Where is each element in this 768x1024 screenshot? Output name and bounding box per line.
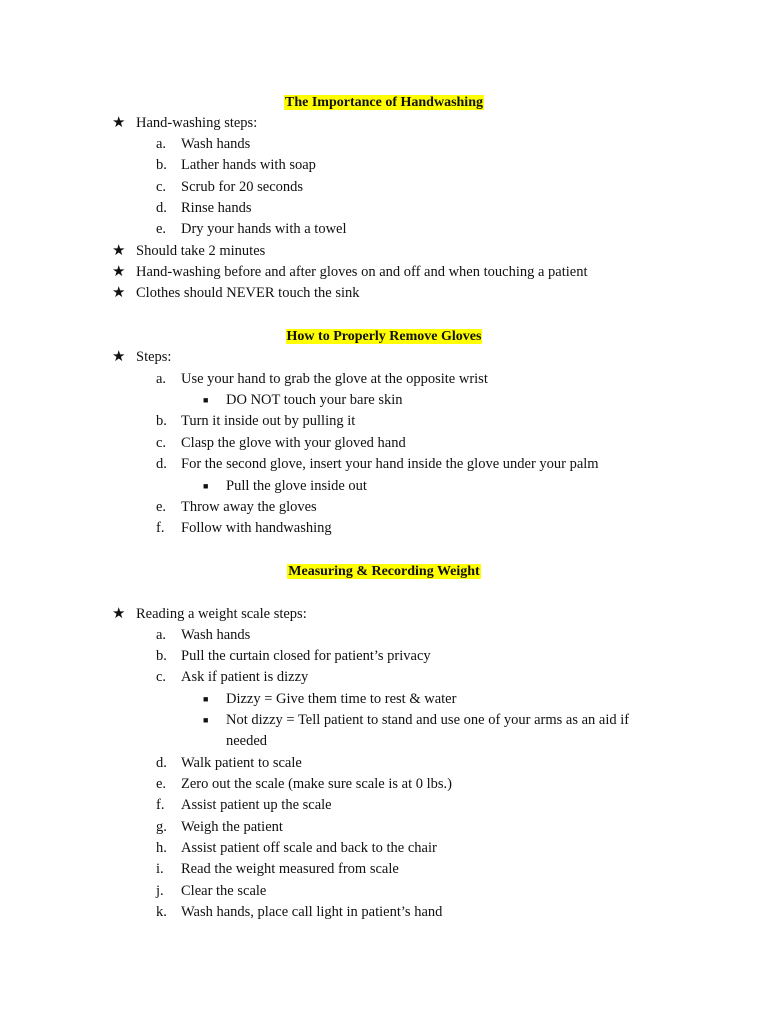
- sub-step-text: DO NOT touch your bare skin: [226, 392, 403, 408]
- step-item: [0, 902, 768, 923]
- sub-step-text: needed: [226, 733, 268, 749]
- step-item: [0, 411, 768, 432]
- sub-step-continuation: [0, 731, 768, 752]
- step-item: [0, 518, 768, 539]
- step-letter: a.: [156, 371, 167, 387]
- step-letter: d.: [156, 456, 167, 472]
- step-item: [0, 497, 768, 518]
- bullet-item: [0, 241, 768, 262]
- step-letter: k.: [156, 904, 167, 920]
- step-text: Assist patient off scale and back to the chair: [181, 840, 437, 856]
- step-letter: c.: [156, 435, 167, 451]
- step-text: Wash hands: [181, 136, 251, 152]
- sub-step-item: [0, 710, 768, 731]
- bullet-text: Hand-washing before and after gloves on and off and when touching a patient: [136, 264, 588, 280]
- step-letter: j.: [156, 883, 164, 899]
- step-text: Wash hands: [181, 627, 251, 643]
- step-text: Rinse hands: [181, 200, 252, 216]
- step-letter: b.: [156, 157, 167, 173]
- bullet-text: Should take 2 minutes: [136, 243, 266, 259]
- bullet-item: [0, 347, 768, 368]
- step-item: [0, 198, 768, 219]
- step-item: [0, 155, 768, 176]
- step-letter: c.: [156, 179, 167, 195]
- step-text: Read the weight measured from scale: [181, 861, 399, 877]
- square-bullet-icon: ■: [203, 481, 209, 491]
- step-item: [0, 646, 768, 667]
- step-letter: e.: [156, 499, 167, 515]
- star-bullet-icon: ★: [112, 606, 126, 622]
- step-item: [0, 625, 768, 646]
- step-text: Turn it inside out by pulling it: [181, 413, 356, 429]
- star-bullet-icon: ★: [112, 349, 126, 365]
- step-letter: e.: [156, 221, 167, 237]
- step-text: Use your hand to grab the glove at the opposite wrist: [181, 371, 488, 387]
- heading-weight: Measuring & Recording Weight: [288, 564, 480, 579]
- step-text: Ask if patient is dizzy: [181, 669, 309, 685]
- bullet-text: Reading a weight scale steps:: [136, 606, 307, 622]
- step-letter: d.: [156, 755, 167, 771]
- step-letter: g.: [156, 819, 167, 835]
- step-letter: d.: [156, 200, 167, 216]
- step-item: [0, 817, 768, 838]
- step-text: For the second glove, insert your hand inside the glove under your palm: [181, 456, 599, 472]
- step-letter: e.: [156, 776, 167, 792]
- step-item: [0, 177, 768, 198]
- step-letter: c.: [156, 669, 167, 685]
- star-bullet-icon: ★: [112, 115, 126, 131]
- step-text: Zero out the scale (make sure scale is at 0 lbs.): [181, 776, 452, 792]
- step-item: [0, 433, 768, 454]
- step-item: [0, 134, 768, 155]
- step-text: Lather hands with soap: [181, 157, 316, 173]
- step-item: [0, 369, 768, 390]
- sub-step-text: Dizzy = Give them time to rest & water: [226, 691, 457, 707]
- star-bullet-icon: ★: [112, 243, 126, 259]
- step-letter: a.: [156, 627, 167, 643]
- bullet-text: Clothes should NEVER touch the sink: [136, 285, 360, 301]
- step-item: [0, 795, 768, 816]
- step-item: [0, 881, 768, 902]
- section-heading: [0, 326, 768, 347]
- square-bullet-icon: ■: [203, 715, 209, 725]
- step-text: Clear the scale: [181, 883, 267, 899]
- section-heading: [0, 561, 768, 582]
- star-bullet-icon: ★: [112, 264, 126, 280]
- sub-step-text: Pull the glove inside out: [226, 478, 367, 494]
- step-text: Dry your hands with a towel: [181, 221, 347, 237]
- step-item: [0, 219, 768, 240]
- sub-step-item: [0, 390, 768, 411]
- step-item: [0, 454, 768, 475]
- square-bullet-icon: ■: [203, 694, 209, 704]
- step-item: [0, 667, 768, 688]
- section-heading: [0, 92, 768, 113]
- star-bullet-icon: ★: [112, 285, 126, 301]
- step-text: Scrub for 20 seconds: [181, 179, 304, 195]
- step-item: [0, 838, 768, 859]
- step-text: Pull the curtain closed for patient’s privacy: [181, 648, 431, 664]
- bullet-item: [0, 283, 768, 304]
- step-letter: f.: [156, 797, 165, 813]
- bullet-item: [0, 113, 768, 134]
- step-text: Weigh the patient: [181, 819, 283, 835]
- step-text: Throw away the gloves: [181, 499, 317, 515]
- step-item: [0, 859, 768, 880]
- step-text: Clasp the glove with your gloved hand: [181, 435, 406, 451]
- step-letter: a.: [156, 136, 167, 152]
- bullet-text: Hand-washing steps:: [136, 115, 258, 131]
- bullet-text: Steps:: [136, 349, 172, 365]
- step-letter: h.: [156, 840, 167, 856]
- bullet-item: [0, 604, 768, 625]
- sub-step-text: Not dizzy = Tell patient to stand and use one of your arms as an aid if: [226, 712, 630, 728]
- step-letter: i.: [156, 861, 164, 877]
- step-text: Follow with handwashing: [181, 520, 332, 536]
- bullet-item: [0, 262, 768, 283]
- square-bullet-icon: ■: [203, 395, 209, 405]
- step-letter: b.: [156, 648, 167, 664]
- step-letter: f.: [156, 520, 165, 536]
- step-item: [0, 774, 768, 795]
- heading-handwashing: The Importance of Handwashing: [285, 95, 483, 110]
- step-text: Walk patient to scale: [181, 755, 302, 771]
- step-text: Assist patient up the scale: [181, 797, 332, 813]
- heading-gloves: How to Properly Remove Gloves: [286, 329, 482, 344]
- sub-step-item: [0, 476, 768, 497]
- step-text: Wash hands, place call light in patient’s hand: [181, 904, 443, 920]
- step-letter: b.: [156, 413, 167, 429]
- sub-step-item: [0, 689, 768, 710]
- step-item: [0, 753, 768, 774]
